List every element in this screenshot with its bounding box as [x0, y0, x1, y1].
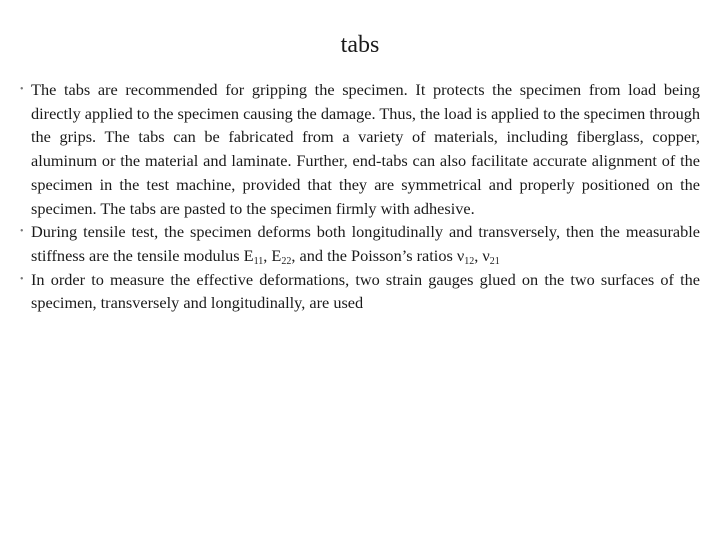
bullet-marker: •: [20, 226, 24, 238]
bullet-text: In order to measure the effective deformations, two strain gauges glued on the two surfaces of the specimen, transversely and longitudinally, are used: [31, 269, 700, 313]
bullet-text: During tensile test, the specimen deforms both longitudinally and transversely, then the measurable stiffness are the tensile modulus E: [31, 222, 700, 265]
bullet-list: [20, 78, 700, 315]
bullet-marker: •: [20, 84, 24, 95]
bullet-text: , ν: [474, 245, 490, 265]
subscript: 22: [281, 255, 292, 267]
subscript: 11: [253, 255, 264, 267]
bullet-marker: •: [20, 273, 24, 285]
bullet-item: [20, 268, 700, 315]
subscript: 12: [464, 255, 475, 267]
bullet-item: [20, 78, 700, 220]
bullet-item: [20, 220, 700, 267]
bullet-text: , and the Poisson’s ratios ν: [291, 245, 465, 265]
bullet-text: , E: [263, 245, 282, 265]
subscript: 21: [489, 255, 500, 267]
bullet-text: The tabs are recommended for gripping the specimen. It protects the specimen from load being directly applied to the specimen causing the damage. Thus, the load is applied to the specimen through the grips. The tabs can be fabricated from a variety of materials, including fiberglass, copper, aluminum or the material and laminate. Further, end-tabs can also facilitate accurate alignment of the specimen in the test machine, provided that they are symmetrical and properly positioned on the specimen. The tabs are pasted to the specimen firmly with adhesive.: [31, 80, 700, 218]
slide-title: tabs: [340, 32, 380, 58]
